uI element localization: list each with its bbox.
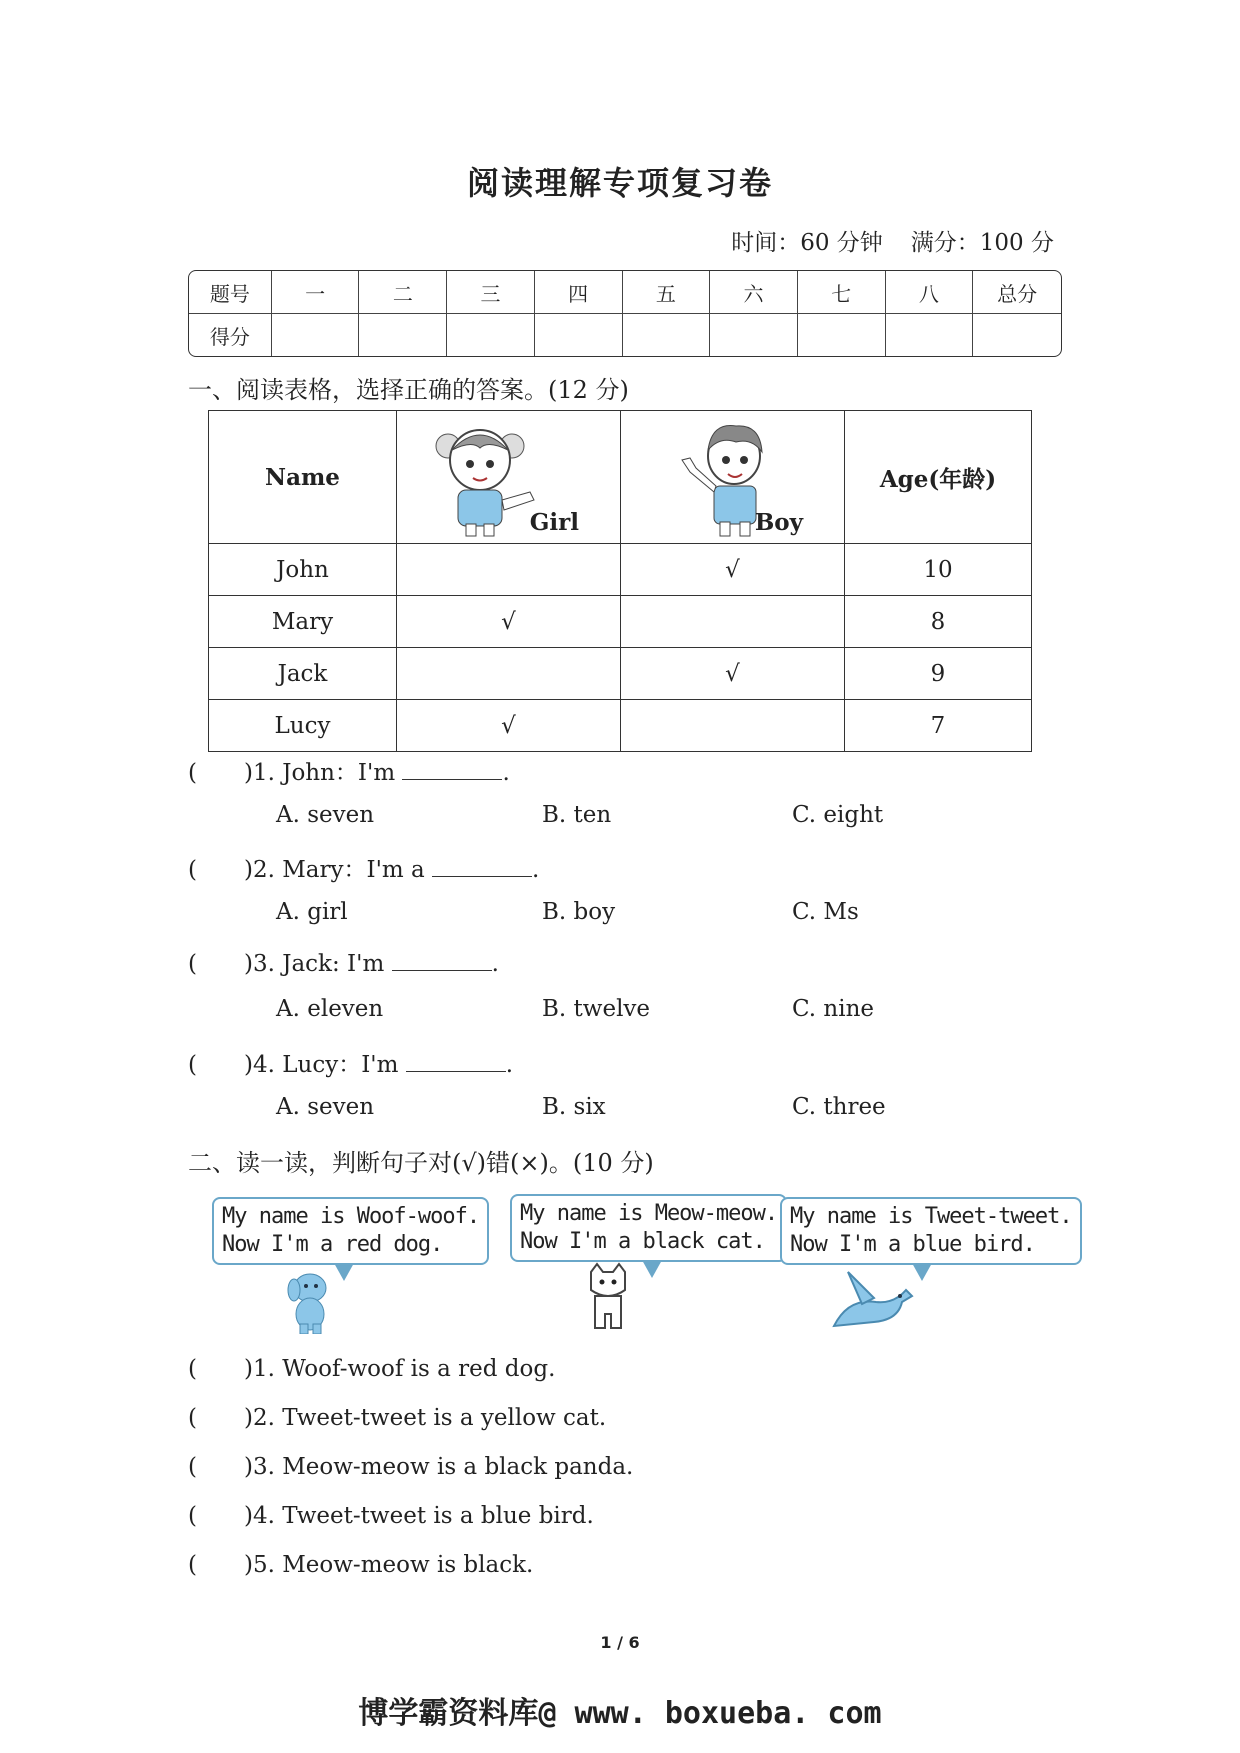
bird-icon [828, 1268, 914, 1332]
speech-bubble-bird [780, 1197, 1082, 1265]
statement-2 [188, 1405, 606, 1431]
option-a: A. seven [276, 802, 375, 828]
answer-paren[interactable]: ( [188, 951, 197, 977]
statement-text: )3. Meow-meow is a black panda. [244, 1454, 634, 1480]
exam-full-score: 满分：100 分 [910, 230, 1054, 256]
row-age: 7 [845, 700, 1032, 752]
dog-icon [280, 1268, 340, 1334]
option-a: A. seven [276, 1094, 375, 1120]
question-2 [188, 851, 539, 884]
row-age: 10 [845, 544, 1032, 596]
question-end: . [532, 857, 540, 883]
score-table-label: 题号 [189, 271, 272, 314]
question-text: )1. John：I'm [244, 760, 403, 786]
score-cell [623, 314, 711, 356]
bubble-line: My name is Tweet-tweet. [790, 1204, 1072, 1229]
option-b: B. twelve [542, 996, 651, 1022]
header-name: Name [209, 411, 397, 544]
score-col: 七 [798, 271, 886, 314]
bubble-tail [642, 1260, 662, 1278]
bubble-line: Now I'm a red dog. [222, 1232, 443, 1257]
bubble-tail [912, 1263, 932, 1281]
bubble-line: My name is Woof-woof. [222, 1204, 480, 1229]
answer-blank[interactable] [402, 757, 502, 780]
row-name: Lucy [209, 700, 397, 752]
exam-time: 时间：60 分钟 [731, 230, 883, 256]
score-col-total: 总分 [973, 271, 1061, 314]
answer-blank[interactable] [432, 854, 532, 877]
score-cell [359, 314, 447, 356]
question-text: )4. Lucy：I'm [244, 1052, 406, 1078]
row-age: 9 [845, 648, 1032, 700]
exam-meta [731, 224, 1054, 257]
header-boy [621, 411, 845, 544]
answer-paren[interactable]: ( [188, 760, 197, 786]
question-end: . [491, 951, 499, 977]
header-girl [397, 411, 621, 544]
page-number: 1 / 6 [600, 1633, 640, 1652]
score-col: 一 [272, 271, 360, 314]
row-girl [397, 648, 621, 700]
row-boy [621, 596, 845, 648]
answer-paren[interactable]: ( [188, 1052, 197, 1078]
boy-label: Boy [754, 509, 803, 536]
statement-3 [188, 1454, 633, 1480]
answer-paren[interactable]: ( [188, 1454, 197, 1480]
section2-heading: 二、读一读，判断句子对(√)错(×)。(10 分) [188, 1149, 654, 1177]
option-c: C. nine [792, 996, 874, 1022]
speech-bubble-cat [510, 1194, 787, 1262]
question-3 [188, 948, 499, 977]
score-cell [886, 314, 974, 356]
option-b: B. boy [542, 899, 616, 925]
watermark: 博学霸资料库@ www. boxueba. com [358, 1696, 882, 1731]
row-boy [621, 700, 845, 752]
answer-paren[interactable]: ( [188, 1356, 197, 1382]
score-table-label: 得分 [189, 314, 272, 356]
table-row [209, 596, 1032, 648]
answer-paren[interactable]: ( [188, 1503, 197, 1529]
question-1-options [276, 802, 976, 832]
option-a: A. eleven [276, 996, 384, 1022]
question-end: . [505, 1052, 514, 1078]
statement-5 [188, 1552, 533, 1578]
statement-1 [188, 1356, 555, 1382]
question-text: )3. Jack: I'm [244, 951, 392, 977]
score-cell [710, 314, 798, 356]
question-1 [188, 754, 510, 787]
option-c: C. Ms [792, 899, 859, 925]
info-table [208, 410, 1032, 752]
page-title: 阅读理解专项复习卷 [466, 164, 773, 202]
score-table-header-row [189, 271, 1061, 314]
section1-heading: 一、阅读表格，选择正确的答案。(12 分) [188, 376, 629, 404]
score-col: 二 [359, 271, 447, 314]
row-age: 8 [845, 596, 1032, 648]
question-2-options [276, 899, 976, 929]
score-cell [447, 314, 535, 356]
answer-paren[interactable]: ( [188, 1552, 197, 1578]
table-row [209, 544, 1032, 596]
score-table [188, 270, 1062, 357]
answer-blank[interactable] [406, 1049, 506, 1072]
score-col: 三 [447, 271, 535, 314]
question-4 [188, 1046, 513, 1079]
row-boy: √ [621, 648, 845, 700]
row-girl [397, 544, 621, 596]
score-cell [798, 314, 886, 356]
option-b: B. six [542, 1094, 606, 1120]
row-boy: √ [621, 544, 845, 596]
info-table-header [209, 411, 1032, 544]
score-cell [973, 314, 1061, 356]
table-row [209, 648, 1032, 700]
question-text: )2. Mary：I'm a [244, 857, 433, 883]
row-name: Mary [209, 596, 397, 648]
statement-text: )4. Tweet-tweet is a blue bird. [244, 1503, 594, 1529]
score-table-score-row [189, 314, 1061, 356]
answer-paren[interactable]: ( [188, 1405, 197, 1431]
statement-4 [188, 1503, 594, 1529]
table-row [209, 700, 1032, 752]
bubble-line: Now I'm a blue bird. [790, 1232, 1035, 1257]
cat-icon [583, 1262, 633, 1336]
statement-text: )1. Woof-woof is a red dog. [244, 1356, 556, 1382]
row-girl: √ [397, 700, 621, 752]
option-b: B. ten [542, 802, 612, 828]
option-a: A. girl [276, 899, 348, 925]
answer-paren[interactable]: ( [188, 857, 197, 883]
statement-text: )5. Meow-meow is black. [244, 1552, 534, 1578]
question-4-options [276, 1094, 976, 1124]
row-girl: √ [397, 596, 621, 648]
option-c: C. three [792, 1094, 886, 1120]
question-3-options [276, 996, 976, 1026]
score-col: 六 [710, 271, 798, 314]
score-col: 四 [535, 271, 623, 314]
speech-bubble-dog [212, 1197, 489, 1265]
score-col: 五 [623, 271, 711, 314]
header-age: Age(年龄) [845, 411, 1032, 544]
bubble-line: Now I'm a black cat. [520, 1229, 765, 1254]
statement-text: )2. Tweet-tweet is a yellow cat. [244, 1405, 607, 1431]
option-c: C. eight [792, 802, 884, 828]
row-name: Jack [209, 648, 397, 700]
row-name: John [209, 544, 397, 596]
girl-label: Girl [529, 509, 579, 536]
answer-blank[interactable] [392, 948, 492, 971]
bubble-line: My name is Meow-meow. [520, 1201, 778, 1226]
score-cell [535, 314, 623, 356]
score-col: 八 [886, 271, 974, 314]
question-end: . [502, 760, 510, 786]
score-cell [272, 314, 360, 356]
